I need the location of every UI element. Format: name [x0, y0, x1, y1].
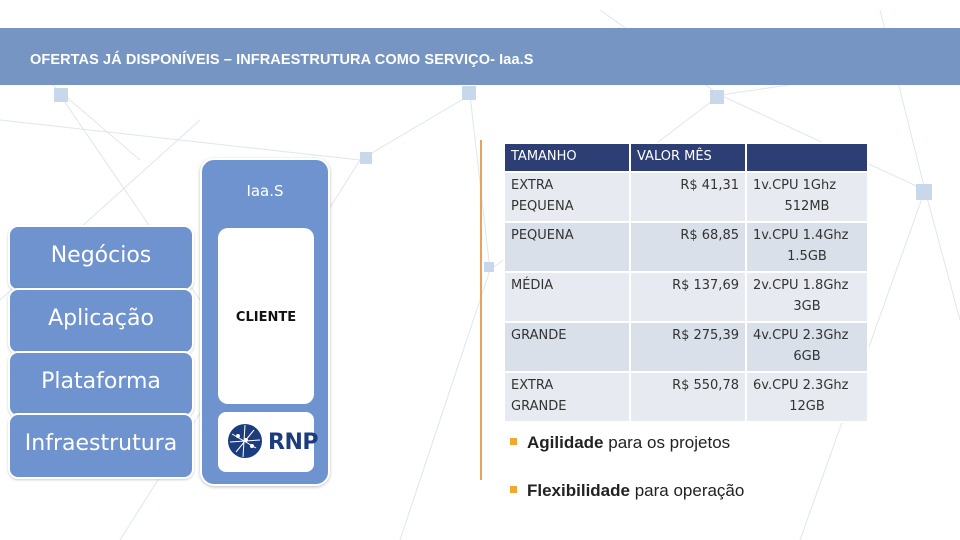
- table-row: [504, 172, 868, 222]
- layer-negocios: [8, 225, 194, 291]
- spec-line: 6v.CPU 2.3Ghz: [753, 378, 849, 393]
- size-cell: MÉDIA: [504, 272, 630, 322]
- spec-line: 3GB: [793, 299, 821, 314]
- layer-label: Aplicação: [48, 306, 154, 331]
- spec-line: 6GB: [793, 349, 821, 364]
- header-bar: [0, 28, 960, 85]
- iaas-label: Iaa.S: [246, 182, 284, 200]
- divider-line: [480, 140, 482, 480]
- layer-label: Infraestrutura: [24, 431, 178, 456]
- price-cell: R$ 68,85: [630, 222, 746, 272]
- layer-label: Plataforma: [41, 369, 161, 394]
- col-header-size: TAMANHO: [504, 143, 630, 172]
- size-line: GRANDE: [511, 399, 567, 414]
- table-row: [504, 272, 868, 322]
- size-line: PEQUENA: [511, 199, 574, 214]
- page-title: OFERTAS JÁ DISPONÍVEIS – INFRAESTRUTURA COMO SERVIÇO- Iaa.S: [30, 52, 534, 68]
- pricing-table: [503, 142, 869, 423]
- decor-square: [484, 262, 494, 272]
- price-cell: R$ 275,39: [630, 322, 746, 372]
- size-cell: [504, 172, 630, 222]
- bullet-bold-text: Flexibilidade: [527, 481, 630, 500]
- bullet-bold-text: Agilidade: [527, 433, 604, 452]
- rnp-logo: [218, 412, 318, 472]
- size-cell: PEQUENA: [504, 222, 630, 272]
- decor-square: [916, 184, 932, 200]
- spec-line: 1.5GB: [787, 249, 827, 264]
- spec-cell: [746, 222, 868, 272]
- spec-cell: [746, 172, 868, 222]
- col-header-price: VALOR MÊS: [630, 143, 746, 172]
- decor-square: [710, 90, 724, 104]
- layer-aplicacao: [8, 288, 194, 354]
- bullet-agilidade: [510, 433, 730, 453]
- spec-line: 4v.CPU 2.3Ghz: [753, 328, 849, 343]
- bullet-square-icon: [510, 486, 517, 493]
- layer-plataforma: [8, 351, 194, 417]
- decor-square: [54, 88, 68, 102]
- globe-icon: [226, 422, 264, 460]
- spec-line: 1v.CPU 1.4Ghz: [753, 228, 849, 243]
- spec-line: 2v.CPU 1.8Ghz: [753, 278, 849, 293]
- price-cell: R$ 550,78: [630, 372, 746, 422]
- iaas-container: [200, 158, 330, 486]
- table-header-row: [504, 143, 868, 172]
- size-cell: [504, 372, 630, 422]
- spec-line: 12GB: [789, 399, 825, 414]
- spec-cell: [746, 322, 868, 372]
- layer-infraestrutura: [8, 413, 194, 479]
- size-line: EXTRA: [511, 378, 554, 393]
- table-row: [504, 372, 868, 422]
- spec-cell: [746, 272, 868, 322]
- spec-line: 512MB: [784, 199, 830, 214]
- decor-square: [360, 152, 372, 164]
- price-cell: R$ 137,69: [630, 272, 746, 322]
- spec-cell: [746, 372, 868, 422]
- spec-line: 1v.CPU 1Ghz: [753, 178, 837, 193]
- decor-square: [462, 86, 476, 100]
- layer-label: Negócios: [50, 243, 152, 268]
- col-header-spec: [746, 143, 868, 172]
- bullet-flexibilidade: [510, 481, 744, 501]
- bullet-text: para operação: [629, 481, 745, 500]
- bullet-text: para os projetos: [603, 433, 731, 452]
- table-row: [504, 322, 868, 372]
- price-cell: R$ 41,31: [630, 172, 746, 222]
- rnp-logo-text: RNP: [268, 430, 318, 455]
- size-line: EXTRA: [511, 178, 554, 193]
- client-label: CLIENTE: [235, 310, 297, 325]
- table-row: [504, 222, 868, 272]
- size-cell: GRANDE: [504, 322, 630, 372]
- client-box: [218, 228, 314, 404]
- bullet-square-icon: [510, 438, 517, 445]
